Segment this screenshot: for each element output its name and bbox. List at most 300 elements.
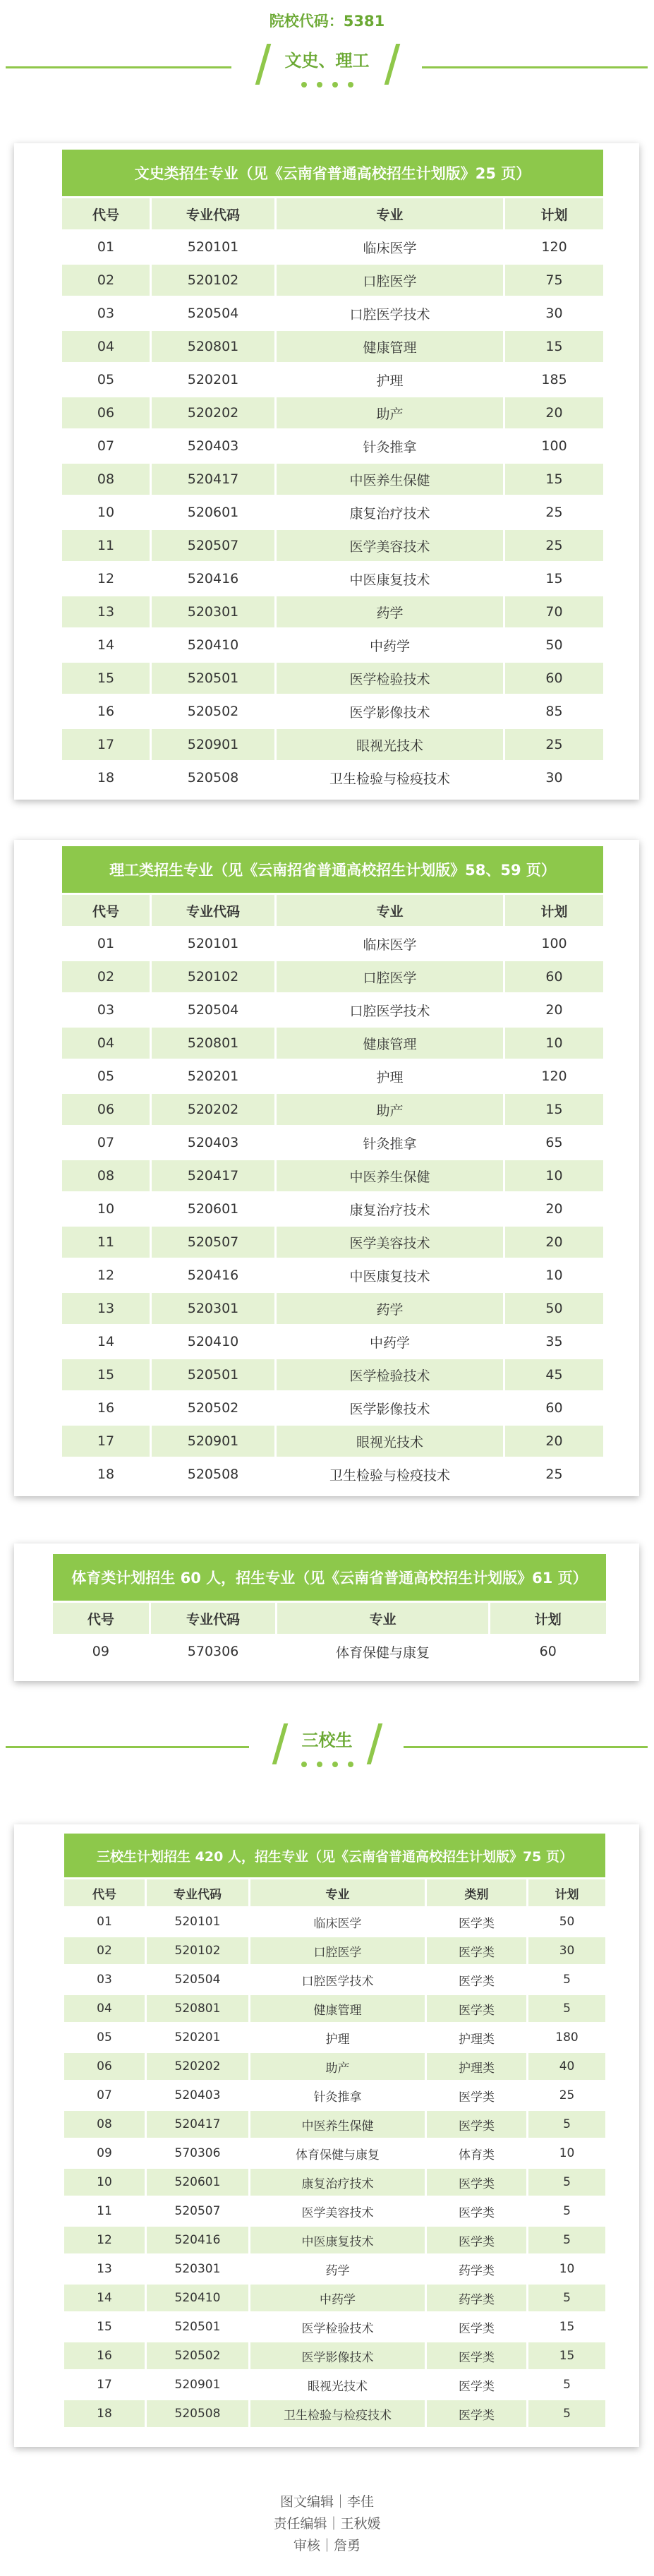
table-cell: 05 (62, 1061, 150, 1092)
table-cell: 医学美容技术 (277, 1227, 503, 1258)
table-cell: 10 (505, 1028, 603, 1059)
table-cell: 助产 (277, 397, 503, 428)
table-cell: 520901 (147, 2371, 248, 2398)
table-cell: 药学 (250, 2256, 425, 2282)
table-cell: 01 (64, 1908, 145, 1935)
table-cell: 10 (505, 1260, 603, 1291)
table-cell: 04 (62, 1028, 150, 1059)
table-cell: 520501 (147, 2313, 248, 2340)
table-cell: 医学检验技术 (277, 1359, 503, 1390)
table-cell: 11 (64, 2198, 145, 2225)
table-row (62, 563, 603, 594)
table-cell: 520801 (147, 1995, 248, 2022)
table-cell: 520416 (152, 563, 274, 594)
school-code: 院校代码：5381 (269, 13, 385, 30)
table-cell: 药学 (277, 596, 503, 627)
table-cell: 520507 (152, 530, 274, 561)
table-cell: 520202 (152, 1094, 274, 1125)
table-cell: 17 (64, 2371, 145, 2398)
table-cell: 520501 (152, 663, 274, 694)
table-row (62, 298, 603, 329)
table-title: 文史类招生专业（见《云南省普通高校招生计划版》25 页） (62, 150, 603, 196)
table-cell: 医学检验技术 (250, 2313, 425, 2340)
table-cell: 医学类 (427, 2082, 526, 2109)
table-cell: 520508 (152, 762, 274, 793)
table-cell: 康复治疗技术 (277, 497, 503, 528)
table-cell: 12 (64, 2227, 145, 2253)
table-cell: 护理类 (427, 2053, 526, 2080)
card-wenshi (14, 143, 639, 800)
table-cell: 520201 (147, 2024, 248, 2051)
table-cell: 护理 (277, 1061, 503, 1092)
table-cell: 卫生检验与检疫技术 (250, 2400, 425, 2427)
table-cell: 医学美容技术 (277, 530, 503, 561)
table-cell: 04 (62, 331, 150, 362)
dots-decoration (0, 1762, 654, 1767)
table-cell: 120 (505, 231, 603, 263)
table-cell: 药学类 (427, 2256, 526, 2282)
table-cell: 康复治疗技术 (277, 1193, 503, 1224)
table-cell: 02 (62, 265, 150, 296)
table-row (62, 464, 603, 495)
table-cell: 520901 (152, 1426, 274, 1457)
card-ligong (14, 840, 639, 1496)
table-cell: 10 (62, 1193, 150, 1224)
table-cell: 10 (64, 2169, 145, 2196)
table-cell: 中医养生保健 (250, 2111, 425, 2138)
table-cell: 20 (505, 1193, 603, 1224)
table-cell: 520301 (147, 2256, 248, 2282)
table-cell: 5 (528, 2111, 605, 2138)
table-cell: 针灸推拿 (277, 431, 503, 462)
table-cell: 08 (64, 2111, 145, 2138)
table-cell: 520502 (152, 1392, 274, 1424)
table-cell: 07 (64, 2082, 145, 2109)
table-cell: 520801 (152, 1028, 274, 1059)
table-row (62, 231, 603, 263)
header-plan: 计划 (528, 1879, 605, 1906)
table-cell: 520403 (152, 431, 274, 462)
table-cell: 5 (528, 1995, 605, 2022)
table-row (62, 1426, 603, 1457)
table-cell: 520504 (152, 298, 274, 329)
table-cell: 60 (505, 961, 603, 992)
table-cell: 01 (62, 928, 150, 959)
section-title: 文史、理工 (284, 51, 370, 71)
table-row (62, 265, 603, 296)
table-cell: 14 (64, 2285, 145, 2311)
table-cell: 25 (505, 497, 603, 528)
table-cell: 医学类 (427, 2227, 526, 2253)
table-cell: 13 (62, 1293, 150, 1324)
table-cell: 20 (505, 1227, 603, 1258)
table-cell: 16 (62, 1392, 150, 1424)
table-tiyu (51, 1552, 608, 1669)
table-cell: 中医养生保健 (277, 1160, 503, 1191)
table-cell: 30 (505, 298, 603, 329)
table-cell: 120 (505, 1061, 603, 1092)
table-cell: 临床医学 (277, 231, 503, 263)
table-row (64, 2285, 605, 2311)
table-cell: 520502 (147, 2342, 248, 2369)
table-cell: 医学类 (427, 1995, 526, 2022)
table-cell: 针灸推拿 (277, 1127, 503, 1158)
header-major: 专业 (277, 895, 503, 926)
table-cell: 眼视光技术 (277, 729, 503, 760)
table-cell: 5 (528, 2285, 605, 2311)
table-cell: 520417 (152, 1160, 274, 1191)
table-cell: 06 (62, 1094, 150, 1125)
table-cell: 医学美容技术 (250, 2198, 425, 2225)
table-row (64, 2371, 605, 2398)
table-cell: 50 (505, 1293, 603, 1324)
table-cell: 05 (64, 2024, 145, 2051)
table-cell: 16 (62, 696, 150, 727)
table-cell: 520202 (147, 2053, 248, 2080)
table-cell: 25 (505, 1459, 603, 1490)
table-cell: 15 (505, 563, 603, 594)
table-cell: 医学类 (427, 2198, 526, 2225)
table-cell: 中医养生保健 (277, 464, 503, 495)
table-cell: 10 (528, 2256, 605, 2282)
table-row (64, 1966, 605, 1993)
table-cell: 25 (505, 530, 603, 561)
table-cell: 03 (62, 298, 150, 329)
table-cell: 口腔医学 (250, 1937, 425, 1964)
table-cell: 5 (528, 2227, 605, 2253)
table-cell: 健康管理 (277, 331, 503, 362)
table-cell: 570306 (147, 2140, 248, 2167)
table-cell: 医学类 (427, 2400, 526, 2427)
header-major-code: 专业代码 (151, 1603, 276, 1634)
table-cell: 570306 (151, 1636, 276, 1667)
table-cell: 12 (62, 563, 150, 594)
table-ligong (60, 844, 605, 1492)
table-row (62, 364, 603, 395)
table-cell: 25 (505, 729, 603, 760)
table-cell: 中药学 (277, 630, 503, 661)
footer-editor: 图文编辑｜李佳 (279, 2494, 374, 2510)
table-cell: 520501 (152, 1359, 274, 1390)
table-cell: 药学 (277, 1293, 503, 1324)
table-row (62, 1359, 603, 1390)
table-cell: 520504 (147, 1966, 248, 1993)
table-row (62, 696, 603, 727)
header-code: 代号 (64, 1879, 145, 1906)
table-row (62, 1293, 603, 1324)
table-cell: 医学影像技术 (277, 1392, 503, 1424)
table-cell: 眼视光技术 (250, 2371, 425, 2398)
table-cell: 07 (62, 1127, 150, 1158)
table-row (62, 1028, 603, 1059)
table-title: 理工类招生专业（见《云南招省普通高校招生计划版》58、59 页） (62, 846, 603, 893)
table-cell: 520410 (152, 630, 274, 661)
table-cell: 15 (528, 2342, 605, 2369)
table-cell: 医学类 (427, 2313, 526, 2340)
table-cell: 08 (62, 464, 150, 495)
table-row (62, 1260, 603, 1291)
card-tiyu (14, 1543, 639, 1681)
header-code: 代号 (53, 1603, 149, 1634)
table-cell: 15 (505, 331, 603, 362)
table-cell: 05 (62, 364, 150, 395)
table-cell: 520102 (152, 961, 274, 992)
table-row (62, 530, 603, 561)
table-cell: 20 (505, 1426, 603, 1457)
table-row (62, 397, 603, 428)
table-cell: 10 (505, 1160, 603, 1191)
table-cell: 15 (64, 2313, 145, 2340)
table-cell: 50 (505, 630, 603, 661)
table-cell: 16 (64, 2342, 145, 2369)
table-cell: 中药学 (250, 2285, 425, 2311)
table-cell: 100 (505, 431, 603, 462)
table-row (62, 663, 603, 694)
table-cell: 临床医学 (250, 1908, 425, 1935)
table-cell: 520202 (152, 397, 274, 428)
divider-right (422, 66, 648, 68)
table-sanxiao (62, 1831, 607, 2429)
table-cell: 85 (505, 696, 603, 727)
table-cell: 体育保健与康复 (277, 1636, 488, 1667)
table-cell: 体育类 (427, 2140, 526, 2167)
table-row (64, 2256, 605, 2282)
header-code: 代号 (62, 198, 150, 229)
header-major-code: 专业代码 (152, 198, 274, 229)
table-row (64, 2053, 605, 2080)
card-sanxiao (14, 1824, 639, 2447)
table-row (62, 1459, 603, 1490)
table-cell: 520102 (147, 1937, 248, 1964)
table-cell: 45 (505, 1359, 603, 1390)
table-cell: 520801 (152, 331, 274, 362)
table-cell: 15 (62, 663, 150, 694)
table-cell: 医学检验技术 (277, 663, 503, 694)
table-cell: 520901 (152, 729, 274, 760)
table-cell: 520301 (152, 1293, 274, 1324)
table-row (64, 1995, 605, 2022)
table-row (64, 2227, 605, 2253)
table-row (62, 961, 603, 992)
table-cell: 健康管理 (277, 1028, 503, 1059)
table-cell: 药学类 (427, 2285, 526, 2311)
table-cell: 520601 (152, 497, 274, 528)
table-cell: 17 (62, 1426, 150, 1457)
table-cell: 5 (528, 2198, 605, 2225)
header-major: 专业 (250, 1879, 425, 1906)
table-cell: 520410 (147, 2285, 248, 2311)
table-cell: 中医康复技术 (250, 2227, 425, 2253)
table-cell: 06 (64, 2053, 145, 2080)
table-cell: 14 (62, 1326, 150, 1357)
table-cell: 520201 (152, 364, 274, 395)
table-row (62, 1193, 603, 1224)
table-cell: 60 (490, 1636, 606, 1667)
header-major: 专业 (277, 198, 503, 229)
footer-reviewer: 审核｜詹勇 (293, 2538, 361, 2553)
table-row (64, 2024, 605, 2051)
table-cell: 卫生检验与检疫技术 (277, 762, 503, 793)
header-major-code: 专业代码 (152, 895, 274, 926)
section-title: 三校生 (301, 1731, 353, 1750)
table-cell: 口腔医学技术 (250, 1966, 425, 1993)
table-cell: 护理 (277, 364, 503, 395)
table-cell: 10 (62, 497, 150, 528)
table-row (62, 1392, 603, 1424)
table-cell: 助产 (277, 1094, 503, 1125)
table-row (64, 2198, 605, 2225)
table-cell: 520410 (152, 1326, 274, 1357)
section-header-wenli (0, 42, 654, 99)
table-cell: 眼视光技术 (277, 1426, 503, 1457)
table-cell: 卫生检验与检疫技术 (277, 1459, 503, 1490)
table-row (62, 497, 603, 528)
table-cell: 520417 (147, 2111, 248, 2138)
table-row (64, 2169, 605, 2196)
table-cell: 中医康复技术 (277, 1260, 503, 1291)
table-cell: 520601 (147, 2169, 248, 2196)
table-row (62, 1160, 603, 1191)
table-cell: 25 (528, 2082, 605, 2109)
table-cell: 520102 (152, 265, 274, 296)
table-cell: 520403 (147, 2082, 248, 2109)
table-cell: 01 (62, 231, 150, 263)
table-row (64, 2342, 605, 2369)
table-cell: 医学类 (427, 1966, 526, 1993)
table-cell: 03 (64, 1966, 145, 1993)
table-cell: 医学类 (427, 2169, 526, 2196)
table-cell: 15 (528, 2313, 605, 2340)
table-cell: 08 (62, 1160, 150, 1191)
table-cell: 5 (528, 2400, 605, 2427)
table-cell: 30 (505, 762, 603, 793)
table-row (64, 1937, 605, 1964)
table-cell: 临床医学 (277, 928, 503, 959)
table-cell: 04 (64, 1995, 145, 2022)
table-cell: 口腔医学技术 (277, 994, 503, 1025)
table-cell: 60 (505, 663, 603, 694)
table-cell: 20 (505, 397, 603, 428)
table-cell: 09 (53, 1636, 149, 1667)
table-row (62, 630, 603, 661)
table-title: 体育类计划招生 60 人，招生专业（见《云南省普通高校招生计划版》61 页） (53, 1554, 606, 1601)
table-cell: 520403 (152, 1127, 274, 1158)
table-cell: 20 (505, 994, 603, 1025)
header-plan: 计划 (490, 1603, 606, 1634)
table-cell: 520601 (152, 1193, 274, 1224)
table-cell: 520416 (152, 1260, 274, 1291)
table-cell: 180 (528, 2024, 605, 2051)
table-cell: 100 (505, 928, 603, 959)
table-cell: 520101 (152, 928, 274, 959)
header-category: 类别 (427, 1879, 526, 1906)
table-cell: 口腔医学 (277, 961, 503, 992)
footer (0, 2491, 654, 2557)
table-cell: 03 (62, 994, 150, 1025)
table-cell: 60 (505, 1392, 603, 1424)
table-cell: 520301 (152, 596, 274, 627)
table-cell: 15 (505, 1094, 603, 1125)
table-cell: 15 (505, 464, 603, 495)
table-row (64, 1908, 605, 1935)
header-plan: 计划 (505, 198, 603, 229)
table-cell: 13 (64, 2256, 145, 2282)
table-cell: 口腔医学 (277, 265, 503, 296)
table-cell: 10 (528, 2140, 605, 2167)
table-cell: 医学类 (427, 1908, 526, 1935)
section-header-sanxiao (0, 1722, 654, 1778)
table-cell: 中药学 (277, 1326, 503, 1357)
table-cell: 520416 (147, 2227, 248, 2253)
table-cell: 70 (505, 596, 603, 627)
table-cell: 02 (64, 1937, 145, 1964)
table-cell: 07 (62, 431, 150, 462)
table-cell: 医学影像技术 (250, 2342, 425, 2369)
table-cell: 02 (62, 961, 150, 992)
table-cell: 18 (64, 2400, 145, 2427)
table-cell: 护理类 (427, 2024, 526, 2051)
header-plan: 计划 (505, 895, 603, 926)
table-cell: 口腔医学技术 (277, 298, 503, 329)
table-row (62, 431, 603, 462)
header-major: 专业 (277, 1603, 488, 1634)
table-cell: 护理 (250, 2024, 425, 2051)
table-cell: 18 (62, 762, 150, 793)
table-cell: 5 (528, 2169, 605, 2196)
dots-decoration (0, 82, 654, 88)
table-cell: 06 (62, 397, 150, 428)
table-title: 三校生计划招生 420 人，招生专业（见《云南省普通高校招生计划版》75 页） (64, 1834, 605, 1877)
table-cell: 520101 (147, 1908, 248, 1935)
table-cell: 助产 (250, 2053, 425, 2080)
table-row (62, 596, 603, 627)
table-cell: 35 (505, 1326, 603, 1357)
table-cell: 50 (528, 1908, 605, 1935)
table-row (53, 1636, 606, 1667)
table-row (64, 2111, 605, 2138)
footer-chief-editor: 责任编辑｜王秋媛 (273, 2516, 381, 2532)
table-cell: 520504 (152, 994, 274, 1025)
table-cell: 12 (62, 1260, 150, 1291)
table-row (64, 2140, 605, 2167)
table-row (62, 1227, 603, 1258)
table-cell: 65 (505, 1127, 603, 1158)
table-cell: 09 (64, 2140, 145, 2167)
table-cell: 75 (505, 265, 603, 296)
table-cell: 5 (528, 1966, 605, 1993)
table-cell: 520201 (152, 1061, 274, 1092)
table-cell: 针灸推拿 (250, 2082, 425, 2109)
table-cell: 520508 (152, 1459, 274, 1490)
table-cell: 康复治疗技术 (250, 2169, 425, 2196)
table-row (62, 762, 603, 793)
table-cell: 520101 (152, 231, 274, 263)
table-cell: 11 (62, 530, 150, 561)
table-cell: 520507 (152, 1227, 274, 1258)
table-cell: 520508 (147, 2400, 248, 2427)
table-wenshi (60, 148, 605, 795)
table-cell: 医学类 (427, 2371, 526, 2398)
table-cell: 17 (62, 729, 150, 760)
table-cell: 520507 (147, 2198, 248, 2225)
table-cell: 40 (528, 2053, 605, 2080)
table-cell: 15 (62, 1359, 150, 1390)
table-cell: 18 (62, 1459, 150, 1490)
table-row (62, 1094, 603, 1125)
table-row (64, 2082, 605, 2109)
table-cell: 体育保健与康复 (250, 2140, 425, 2167)
table-cell: 医学类 (427, 2342, 526, 2369)
